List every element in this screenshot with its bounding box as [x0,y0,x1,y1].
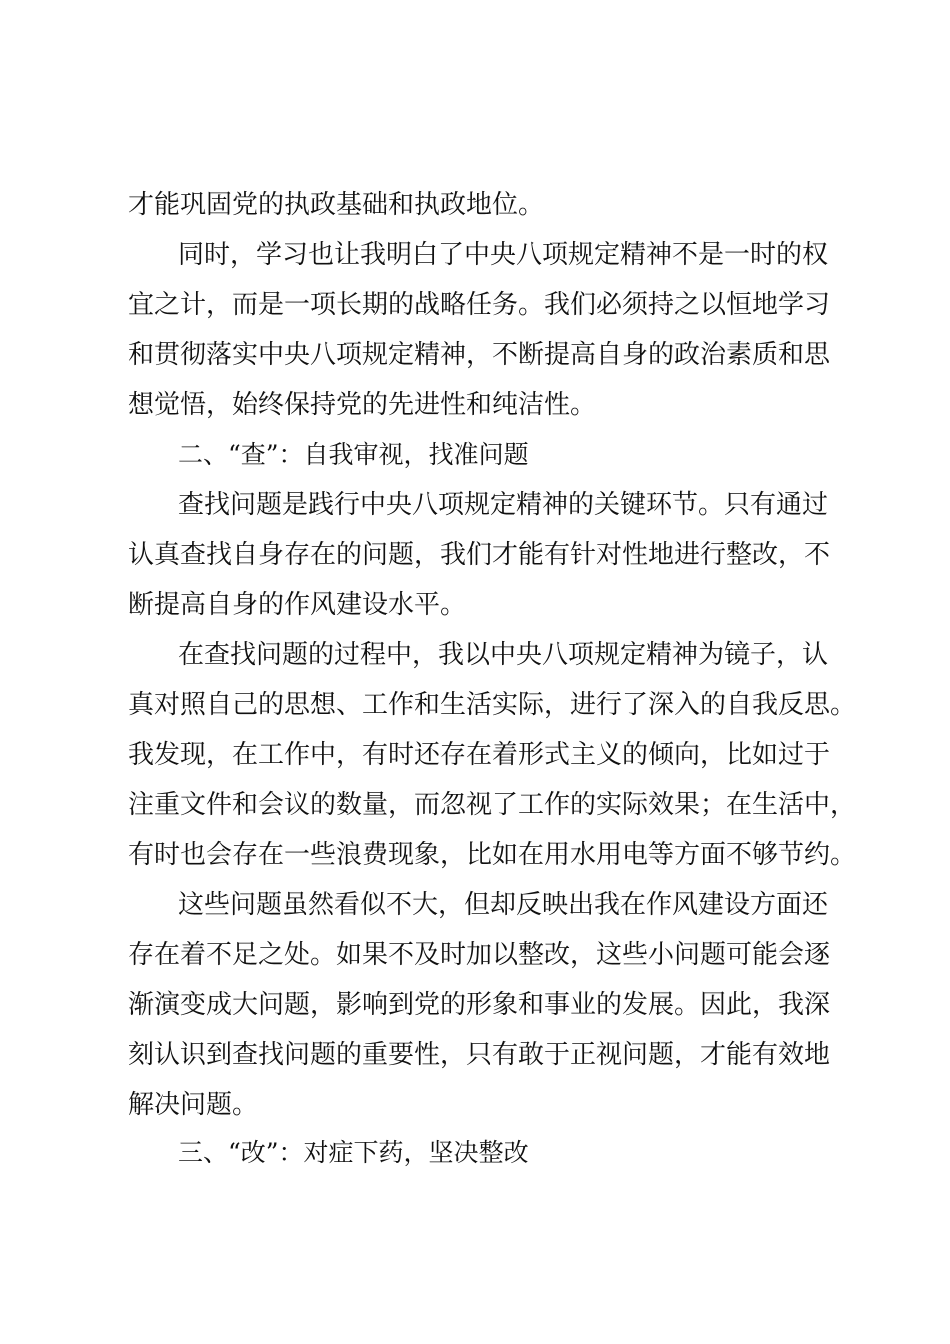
text-line: 在查找问题的过程中，我以中央八项规定精神为镜子，认 [178,640,829,670]
text-line: 存在着不足之处。如果不及时加以整改，这些小问题可能会逐 [128,940,831,970]
text-line: 认真查找自身存在的问题，我们才能有针对性地进行整改，不 [128,540,831,570]
text-line: 这些问题虽然看似不大，但却反映出我在作风建设方面还 [178,890,829,920]
text-line: 和贯彻落实中央八项规定精神，不断提高自身的政治素质和思 [128,340,831,370]
text-line: 查找问题是践行中央八项规定精神的关键环节。只有通过 [178,490,829,520]
text-line: 解决问题。 [128,1090,259,1120]
section-heading: 二、“查”：自我审视，找准问题 [178,440,529,469]
text-line: 同时，学习也让我明白了中央八项规定精神不是一时的权 [178,240,829,270]
text-line: 我发现，在工作中，有时还存在着形式主义的倾向，比如过于 [128,740,831,770]
text-line: 渐演变成大问题，影响到党的形象和事业的发展。因此，我深 [128,990,831,1020]
text-line: 断提高自身的作风建设水平。 [128,590,467,620]
text-line: 才能巩固党的执政基础和执政地位。 [128,190,545,220]
section-heading: 三、“改”：对症下药，坚决整改 [178,1138,529,1167]
text-line: 真对照自己的思想、工作和生活实际，进行了深入的自我反思。 [128,690,857,720]
text-line: 宜之计，而是一项长期的战略任务。我们必须持之以恒地学习 [128,290,831,320]
text-line: 有时也会存在一些浪费现象，比如在用水用电等方面不够节约。 [128,840,857,870]
text-line: 刻认识到查找问题的重要性，只有敢于正视问题，才能有效地 [128,1040,831,1070]
text-line: 想觉悟，始终保持党的先进性和纯洁性。 [128,390,597,420]
text-line: 注重文件和会议的数量，而忽视了工作的实际效果；在生活中， [128,790,857,820]
